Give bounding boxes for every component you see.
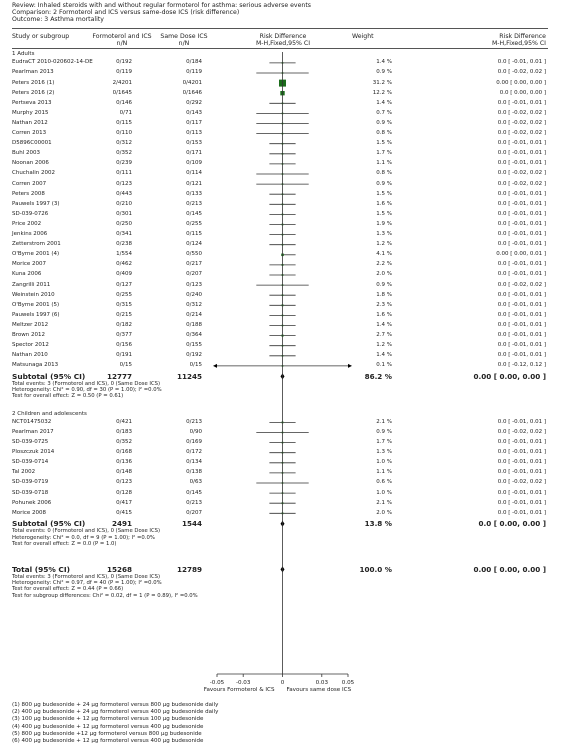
weight-value: 0.9 %: [376, 428, 392, 435]
ci-value: 0.0 [ -0.01, 0.01 ]: [497, 489, 546, 496]
ctrl-events: 0/217: [186, 261, 202, 268]
col-weight: Weight: [352, 33, 374, 40]
study-name: EudraCT 2010-020602-14-DE: [12, 59, 93, 66]
study-name: Zetterstrom 2001: [12, 241, 61, 248]
weight-value: 0.9 %: [376, 281, 392, 288]
subgroup-heading: 1 Adults: [12, 51, 35, 57]
ci-value: 0.0 [ -0.02, 0.02 ]: [497, 479, 546, 486]
ci-value: 0.0 [ -0.01, 0.01 ]: [497, 291, 546, 298]
total-exp-total: 15268: [106, 564, 132, 574]
weight-value: 1.7 %: [376, 150, 392, 157]
col-rd2: Risk Difference: [499, 33, 546, 40]
weight-value: 2.7 %: [376, 332, 392, 338]
study-name: SD-039-0719: [12, 479, 49, 486]
ctrl-events: 0/119: [186, 69, 202, 76]
ctrl-events: 0/133: [186, 190, 202, 197]
ctrl-events: 0/124: [186, 241, 202, 248]
study-name: SD-039-0725: [12, 439, 49, 445]
weight-value: 1.4 %: [376, 321, 392, 328]
study-name: Chuchalin 2002: [12, 170, 55, 177]
ci-value: 0.0 [ -0.01, 0.01 ]: [497, 459, 546, 466]
stat-note: Heterogeneity: Chi² = 0.0, df = 9 (P = 1.00); I² =0.0%: [12, 534, 155, 541]
exp-events: 0/417: [116, 499, 132, 506]
weight-value: 1.2 %: [376, 342, 392, 349]
footnote: (1) 800 µg budesonide + 24 µg formoterol versus 800 µg budesonide daily: [12, 702, 219, 708]
stat-note: Test for subgroup differences: Chi² = 0.02, df = 1 (P = 0.89), I² =0.0%: [12, 592, 198, 599]
stat-note: Heterogeneity: Chi² = 0.90, df = 30 (P = 1.00); I² =0.0%: [12, 387, 162, 394]
subtotal-ci: 0.00 [ 0.00, 0.00 ]: [473, 371, 546, 381]
exp-events: 0/168: [116, 449, 132, 456]
ci-value: 0.0 [ -0.02, 0.02 ]: [497, 69, 546, 76]
ctrl-events: 0/155: [186, 342, 202, 349]
weight-value: 1.5 %: [376, 190, 392, 197]
study-name: O'Byrne 2001 (4): [12, 251, 60, 258]
study-name: Jenkins 2006: [12, 231, 48, 237]
ci-value: 0.0 [ -0.02, 0.02 ]: [497, 119, 546, 126]
exp-events: 0/315: [116, 301, 132, 308]
exp-events: 0/115: [116, 119, 132, 126]
study-name: Spector 2012: [12, 342, 49, 349]
weight-value: 1.1 %: [376, 469, 392, 476]
exp-events: 0/127: [116, 281, 132, 288]
favours-right-label: Favours same dose ICS: [286, 687, 352, 693]
weight-value: 2.0 %: [376, 271, 392, 278]
exp-events: 0/255: [116, 291, 132, 298]
total-label: Total (95% CI): [12, 564, 70, 574]
ctrl-events: 0/188: [186, 321, 202, 328]
stat-note: Test for overall effect: Z = 0.50 (P = 0.61): [12, 393, 124, 400]
weight-value: 1.5 %: [376, 210, 392, 217]
study-name: Murphy 2015: [12, 109, 49, 116]
ci-value: 0.0 [ -0.01, 0.01 ]: [497, 449, 546, 456]
ci-value: 0.0 [ -0.01, 0.01 ]: [497, 99, 546, 106]
ci-value: 0.0 [ -0.01, 0.01 ]: [497, 160, 546, 167]
ci-value: 0.0 [ -0.01, 0.01 ]: [497, 271, 546, 278]
stat-note: Total events: 0 (Formoterol and ICS), 0 (Same Dose ICS): [12, 528, 161, 535]
weight-value: 1.1 %: [376, 160, 392, 167]
ci-value: 0.0 [ -0.01, 0.01 ]: [497, 59, 546, 66]
weight-value: 1.2 %: [376, 241, 392, 248]
study-name: SD-039-0726: [12, 210, 49, 217]
review-label: Review:: [12, 2, 36, 9]
study-name: Meltzer 2012: [12, 321, 49, 328]
study-name: Brown 2012: [12, 332, 46, 338]
ci-value: 0.0 [ -0.01, 0.01 ]: [497, 499, 546, 506]
subtotal-exp-total: 12777: [106, 371, 132, 381]
ctrl-events: 0/113: [186, 130, 202, 136]
weight-value: 1.7 %: [376, 439, 392, 445]
subtotal-ctrl-total: 11245: [176, 371, 202, 381]
study-name: SD-039-0718: [12, 489, 49, 496]
study-name: Matsunaga 2013: [12, 362, 59, 369]
ci-value: 0.00 [ 0.00, 0.01 ]: [496, 251, 546, 258]
ci-value: 0.0 [ -0.02, 0.02 ]: [497, 281, 546, 288]
footnote: (2) 400 µg budesonide + 24 µg formoterol versus 400 µg budesonide daily: [12, 709, 219, 716]
study-name: O'Byrne 2001 (5): [12, 301, 60, 308]
footnote: (5) 800 µg budesonide +12 µg formoterol versus 800 µg budesonide: [12, 730, 202, 737]
study-name: Buhl 2003: [12, 150, 41, 157]
study-name: Pertseva 2013: [12, 99, 52, 106]
ci-value: 0.0 [ -0.02, 0.02 ]: [497, 130, 546, 136]
exp-events: 0/119: [116, 69, 132, 76]
weight-value: 1.0 %: [376, 489, 392, 496]
ctrl-events: 0/171: [186, 150, 202, 157]
weight-value: 2.2 %: [376, 261, 392, 268]
ci-value: 0.0 [ -0.01, 0.01 ]: [497, 231, 546, 237]
ctrl-events: 0/63: [189, 479, 202, 486]
exp-events: 0/352: [116, 150, 132, 157]
exp-events: 0/238: [116, 241, 132, 248]
ctrl-events: 0/90: [189, 428, 202, 435]
ci-value: 0.0 [ -0.01, 0.01 ]: [497, 140, 546, 147]
subtotal-ctrl-total: 1544: [181, 519, 202, 529]
study-name: Price 2002: [12, 220, 42, 227]
ctrl-events: 0/255: [186, 220, 202, 227]
ctrl-events: 0/115: [186, 231, 202, 237]
exp-events: 0/110: [116, 130, 132, 136]
comparison-label: Comparison:: [12, 9, 52, 16]
ctrl-events: 0/213: [186, 499, 202, 506]
subtotal-exp-total: 2491: [111, 519, 132, 529]
study-name: Pearlman 2017: [12, 428, 54, 435]
subtotal-label: Subtotal (95% CI): [12, 519, 86, 529]
comparison-title: 2 Formoterol and ICS versus same-dose ICS (risk difference): [53, 9, 240, 16]
col-ctrl-n: n/N: [178, 40, 190, 47]
study-name: Nathan 2012: [12, 119, 48, 126]
col-exp: Formoterol and ICS: [92, 33, 152, 40]
study-name: Tal 2002: [12, 469, 36, 476]
study-name: Weinstein 2010: [12, 291, 55, 298]
ci-arrow-right: [348, 364, 352, 368]
ci-value: 0.0 [ -0.01, 0.01 ]: [497, 342, 546, 349]
col-exp-n: n/N: [116, 40, 128, 47]
ci-value: 0.00 [ 0.00, 0.00 ]: [496, 79, 546, 86]
ctrl-events: 0/145: [186, 210, 202, 217]
outcome-label: Outcome:: [12, 16, 43, 23]
ctrl-events: 0/207: [186, 509, 202, 516]
exp-events: 0/341: [116, 231, 132, 237]
exp-events: 0/301: [116, 210, 132, 217]
ctrl-events: 0/117: [186, 119, 202, 126]
col-rd-method: M-H,Fixed,95% CI: [255, 40, 311, 47]
ctrl-events: 0/114: [186, 170, 202, 177]
weight-value: 0.9 %: [376, 69, 392, 76]
exp-events: 0/182: [116, 321, 132, 328]
weight-value: 1.6 %: [376, 311, 392, 318]
x-tick-label: -0.05: [209, 680, 225, 686]
ctrl-events: 0/312: [186, 301, 202, 308]
ctrl-events: 0/550: [186, 251, 202, 258]
ci-value: 0.0 [ -0.02, 0.02 ]: [497, 170, 546, 177]
ci-value: 0.0 [ -0.01, 0.01 ]: [497, 469, 546, 476]
ci-value: 0.0 [ -0.01, 0.01 ]: [497, 439, 546, 445]
weight-value: 1.8 %: [376, 291, 392, 298]
ctrl-events: 0/240: [186, 291, 202, 298]
ci-value: 0.0 [ -0.01, 0.01 ]: [497, 301, 546, 308]
exp-events: 0/421: [116, 418, 132, 425]
weight-value: 1.3 %: [376, 231, 392, 237]
exp-events: 0/111: [116, 170, 132, 177]
review-title: Inhaled steroids with and without regular formoterol for asthma: serious adverse events: [37, 2, 311, 9]
weight-value: 0.6 %: [376, 479, 392, 486]
ctrl-events: 0/184: [186, 59, 202, 66]
stat-note: Test for overall effect: Z = 0.44 (P = 0.66): [12, 586, 124, 593]
x-tick-label: 0.05: [341, 680, 355, 686]
ctrl-events: 0/4201: [182, 79, 202, 86]
exp-events: 0/415: [116, 509, 132, 516]
exp-events: 0/250: [116, 220, 132, 227]
ci-value: 0.0 [ -0.02, 0.02 ]: [497, 428, 546, 435]
footnote: (6) 400 µg budesonide + 12 µg formoterol versus 400 µg budesonide: [12, 738, 204, 744]
ctrl-events: 0/213: [186, 200, 202, 207]
footnote: (4) 400 µg budesonide + 12 µg formoterol versus 400 µg budesonide: [12, 723, 204, 730]
ctrl-events: 0/121: [186, 180, 202, 187]
x-tick-label: 0: [280, 680, 285, 686]
ci-value: 0.0 [ -0.01, 0.01 ]: [497, 220, 546, 227]
ci-value: 0.0 [ -0.01, 0.01 ]: [497, 352, 546, 359]
ci-value: 0.0 [ -0.02, 0.02 ]: [497, 109, 546, 116]
ci-value: 0.0 [ -0.01, 0.01 ]: [497, 311, 546, 318]
weight-value: 1.4 %: [376, 59, 392, 66]
ctrl-events: 0/214: [186, 311, 202, 318]
stat-note: Test for overall effect: Z = 0.0 (P = 1.0): [12, 540, 117, 547]
ci-value: 0.0 [ -0.02, 0.02 ]: [497, 180, 546, 187]
ci-value: 0.0 [ -0.01, 0.01 ]: [497, 321, 546, 328]
exp-events: 0/71: [119, 109, 132, 116]
ci-value: 0.0 [ -0.01, 0.01 ]: [497, 261, 546, 268]
col-study: Study or subgroup: [12, 33, 70, 40]
ci-value: 0.0 [ -0.01, 0.01 ]: [497, 210, 546, 217]
ctrl-events: 0/192: [186, 352, 202, 359]
weight-value: 0.8 %: [376, 170, 392, 177]
ci-value: 0.0 [ -0.01, 0.01 ]: [497, 200, 546, 207]
ctrl-events: 0/172: [186, 449, 202, 456]
ci-value: 0.0 [ 0.00, 0.00 ]: [499, 89, 546, 96]
exp-events: 0/462: [116, 261, 132, 268]
ctrl-events: 0/1646: [182, 89, 202, 96]
weight-value: 1.9 %: [376, 220, 392, 227]
weight-value: 0.7 %: [376, 109, 392, 116]
subgroup-heading: 2 Children and adolescents: [12, 410, 87, 417]
subtotal-ci: 0.0 [ 0.00, 0.00 ]: [478, 519, 546, 529]
ctrl-events: 0/213: [186, 418, 202, 425]
weight-value: 4.1 %: [376, 251, 392, 258]
weight-value: 2.0 %: [376, 509, 392, 516]
footnote: (3) 100 µg budesonide + 12 µg formoterol versus 100 µg budesonide: [12, 716, 204, 723]
study-name: Pohunek 2006: [12, 499, 52, 506]
ctrl-events: 0/145: [186, 489, 202, 496]
exp-events: 0/1645: [112, 89, 132, 96]
study-name: Morice 2008: [12, 509, 47, 516]
exp-events: 0/123: [116, 180, 132, 187]
exp-events: 0/15: [119, 362, 132, 369]
weight-value: 0.1 %: [376, 362, 392, 369]
subtotal-weight: 13.8 %: [364, 519, 392, 529]
weight-value: 2.3 %: [376, 301, 392, 308]
ctrl-events: 0/143: [186, 109, 202, 116]
ctrl-events: 0/364: [186, 332, 202, 338]
stat-note: Total events: 3 (Formoterol and ICS), 0 (Same Dose ICS): [12, 380, 161, 387]
exp-events: 0/183: [116, 428, 132, 435]
weight-value: 0.9 %: [376, 180, 392, 187]
ci-value: 0.0 [ -0.01, 0.01 ]: [497, 150, 546, 157]
weight-value: 1.4 %: [376, 99, 392, 106]
stat-note: Total events: 3 (Formoterol and ICS), 0 (Same Dose ICS): [12, 573, 161, 580]
ctrl-events: 0/292: [186, 99, 202, 106]
exp-events: 0/128: [116, 489, 132, 496]
exp-events: 0/215: [116, 311, 132, 318]
exp-events: 0/352: [116, 439, 132, 445]
ctrl-events: 0/169: [186, 439, 202, 445]
exp-events: 0/146: [116, 99, 132, 106]
weight-value: 31.2 %: [372, 79, 392, 86]
study-name: Morice 2007: [12, 261, 47, 268]
col-rd2-method: M-H,Fixed,95% CI: [491, 40, 546, 47]
ctrl-events: 0/15: [189, 362, 202, 369]
study-name: Corren 2013: [12, 130, 47, 136]
total-ci: 0.00 [ 0.00, 0.00 ]: [473, 564, 546, 574]
exp-events: 0/210: [116, 200, 132, 207]
ctrl-events: 0/134: [186, 459, 202, 466]
ci-value: 0.0 [ -0.01, 0.01 ]: [497, 190, 546, 197]
ctrl-events: 0/109: [186, 160, 202, 167]
study-name: Peters 2016 (1): [12, 79, 55, 86]
exp-events: 0/192: [116, 59, 132, 66]
ci-value: 0.0 [ -0.01, 0.01 ]: [497, 509, 546, 516]
x-tick-label: -0.03: [235, 680, 251, 686]
study-name: Nathan 2010: [12, 352, 48, 359]
exp-events: 0/148: [116, 469, 132, 476]
ci-value: 0.0 [ -0.01, 0.01 ]: [497, 241, 546, 248]
study-name: Corren 2007: [12, 180, 47, 187]
col-ctrl: Same Dose ICS: [160, 33, 208, 40]
study-name: NCT01475032: [12, 418, 52, 425]
exp-events: 0/136: [116, 459, 132, 466]
ctrl-events: 0/123: [186, 281, 202, 288]
study-name: Peters 2008: [12, 190, 45, 197]
subtotal-label: Subtotal (95% CI): [12, 371, 86, 381]
study-name: Noonan 2006: [12, 160, 49, 167]
subtotal-weight: 86.2 %: [364, 371, 392, 381]
exp-events: 0/377: [116, 332, 132, 338]
ci-value: 0.0 [ -0.12, 0.12 ]: [497, 362, 546, 369]
study-name: Ploszczuk 2014: [12, 449, 55, 456]
weight-value: 1.3 %: [376, 449, 392, 456]
exp-events: 0/312: [116, 140, 132, 147]
outcome-title: 3 Asthma mortality: [44, 16, 104, 23]
weight-value: 0.8 %: [376, 130, 392, 136]
weight-value: 12.2 %: [372, 89, 392, 96]
x-tick-label: 0.03: [315, 680, 329, 686]
study-name: Pauwels 1997 (6): [12, 311, 60, 318]
weight-value: 1.0 %: [376, 459, 392, 466]
weight-value: 0.9 %: [376, 119, 392, 126]
exp-events: 0/123: [116, 479, 132, 486]
study-name: Kuna 2006: [12, 271, 42, 278]
weight-value: 1.5 %: [376, 140, 392, 147]
ctrl-events: 0/138: [186, 469, 202, 476]
study-name: Peters 2016 (2): [12, 89, 55, 96]
total-weight: 100.0 %: [359, 564, 392, 574]
study-name: Pauwels 1997 (3): [12, 200, 60, 207]
favours-left-label: Favours Formoterol & ICS: [203, 687, 275, 693]
study-name: Pearlman 2013: [12, 69, 54, 76]
stat-note: Heterogeneity: Chi² = 0.97, df = 40 (P = 1.00); I² =0.0%: [12, 580, 162, 587]
ctrl-events: 0/207: [186, 271, 202, 278]
weight-value: 1.6 %: [376, 200, 392, 207]
exp-events: 0/409: [116, 271, 132, 278]
exp-events: 0/156: [116, 342, 132, 349]
study-name: Zangrilli 2011: [12, 281, 51, 288]
ci-arrow-left: [213, 364, 217, 368]
total-ctrl-total: 12789: [176, 564, 202, 574]
study-name: D5896C00001: [12, 140, 52, 147]
exp-events: 0/239: [116, 160, 132, 167]
exp-events: 1/554: [116, 251, 132, 258]
weight-value: 2.1 %: [376, 499, 392, 506]
weight-value: 2.1 %: [376, 418, 392, 425]
exp-events: 2/4201: [112, 79, 132, 86]
ctrl-events: 0/153: [186, 140, 202, 147]
exp-events: 0/443: [116, 190, 132, 197]
study-name: SD-039-0714: [12, 459, 49, 466]
exp-events: 0/191: [116, 352, 132, 359]
ci-value: 0.0 [ -0.01, 0.01 ]: [497, 332, 546, 338]
weight-value: 1.4 %: [376, 352, 392, 359]
col-rd: Risk Difference: [259, 33, 307, 40]
ci-value: 0.0 [ -0.01, 0.01 ]: [497, 418, 546, 425]
